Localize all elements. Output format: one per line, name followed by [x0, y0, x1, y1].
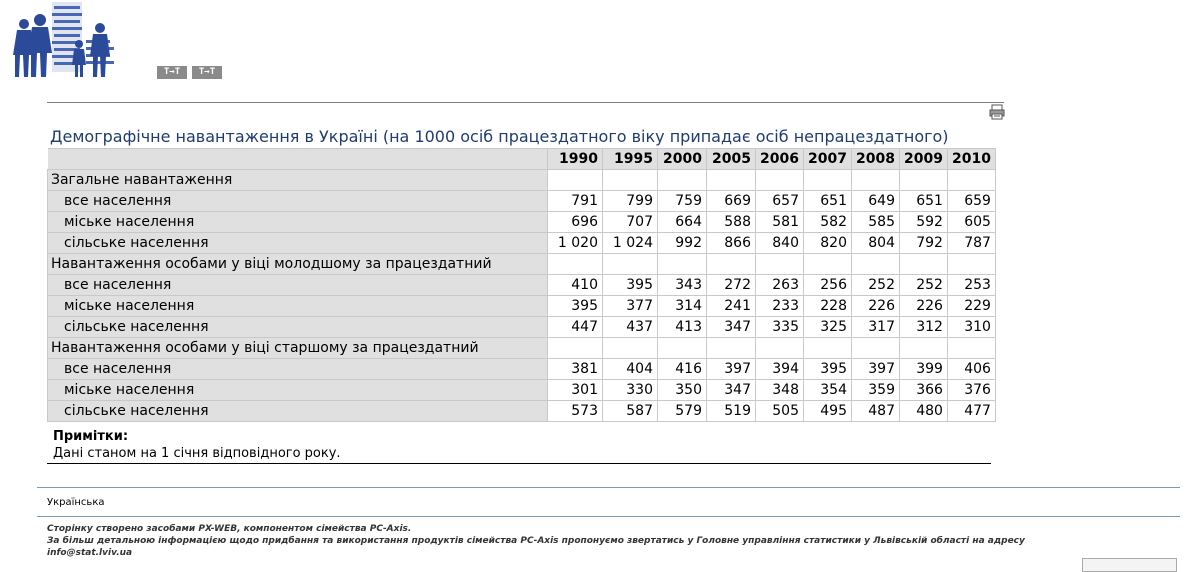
value-cell: 649 [852, 191, 900, 212]
status-box [1082, 558, 1177, 572]
empty-cell [804, 254, 852, 275]
value-cell: 395 [603, 275, 658, 296]
value-cell: 505 [756, 401, 804, 422]
value-cell: 253 [947, 275, 995, 296]
value-cell: 301 [548, 380, 603, 401]
table-row [48, 191, 996, 212]
value-cell: 272 [707, 275, 756, 296]
value-cell: 335 [756, 317, 804, 338]
value-cell: 707 [603, 212, 658, 233]
value-cell: 587 [603, 401, 658, 422]
value-cell: 377 [603, 296, 658, 317]
value-cell: 519 [707, 401, 756, 422]
year-header: 2000 [658, 149, 707, 170]
empty-cell [707, 170, 756, 191]
row-label: все населення [48, 359, 548, 380]
value-cell: 406 [947, 359, 995, 380]
table-row [48, 317, 996, 338]
empty-cell [658, 254, 707, 275]
value-cell: 866 [707, 233, 756, 254]
value-cell: 404 [603, 359, 658, 380]
empty-cell [947, 338, 995, 359]
empty-cell [852, 254, 900, 275]
value-cell: 487 [852, 401, 900, 422]
table-row [48, 212, 996, 233]
value-cell: 314 [658, 296, 707, 317]
value-cell: 573 [548, 401, 603, 422]
year-header: 2007 [804, 149, 852, 170]
value-cell: 395 [548, 296, 603, 317]
value-cell: 657 [756, 191, 804, 212]
empty-cell [900, 338, 948, 359]
section-row [48, 170, 996, 191]
language-link[interactable]: Українська [47, 497, 105, 508]
table-row [48, 296, 996, 317]
value-cell: 605 [947, 212, 995, 233]
value-cell: 410 [548, 275, 603, 296]
value-cell: 241 [707, 296, 756, 317]
row-label: все населення [48, 275, 548, 296]
empty-cell [603, 254, 658, 275]
empty-cell [900, 254, 948, 275]
empty-cell [658, 338, 707, 359]
value-cell: 804 [852, 233, 900, 254]
year-header: 2008 [852, 149, 900, 170]
value-cell: 376 [947, 380, 995, 401]
value-cell: 310 [947, 317, 995, 338]
value-cell: 394 [756, 359, 804, 380]
footer-info: За більш детальною інформацією щодо придбання та використання продуктів сімейства PC-Axis пропонуємо звертатись у Головне управління статистики у Львівській області на адресу [47, 536, 1025, 546]
section-row [48, 338, 996, 359]
footer-divider [37, 516, 1180, 517]
value-cell: 399 [900, 359, 948, 380]
empty-cell [707, 254, 756, 275]
footer-credit: Сторінку створено засобами PX-WEB, компонентом сімейства PC-Axis. [47, 524, 412, 534]
value-cell: 659 [947, 191, 995, 212]
section-label: Загальне навантаження [48, 170, 548, 191]
empty-cell [804, 170, 852, 191]
year-header: 1990 [548, 149, 603, 170]
page-title: Демографічне навантаження в Україні (на 1000 осіб працездатного віку припадає осіб непрацездатного) [50, 127, 949, 146]
table-row [48, 401, 996, 422]
value-cell: 366 [900, 380, 948, 401]
value-cell: 413 [658, 317, 707, 338]
empty-cell [603, 170, 658, 191]
value-cell: 588 [707, 212, 756, 233]
row-label: сільське населення [48, 233, 548, 254]
header-corner [48, 149, 548, 170]
value-cell: 592 [900, 212, 948, 233]
empty-cell [852, 338, 900, 359]
value-cell: 669 [707, 191, 756, 212]
value-cell: 233 [756, 296, 804, 317]
table-row [48, 359, 996, 380]
value-cell: 325 [804, 317, 852, 338]
footer-email-link[interactable]: info@stat.lviv.ua [47, 548, 133, 558]
table-row [48, 275, 996, 296]
notes-text: Дані станом на 1 січня відповідного року. [53, 446, 341, 461]
table-row [48, 380, 996, 401]
value-cell: 252 [900, 275, 948, 296]
value-cell: 312 [900, 317, 948, 338]
table-row [48, 233, 996, 254]
value-cell: 317 [852, 317, 900, 338]
value-cell: 585 [852, 212, 900, 233]
value-cell: 330 [603, 380, 658, 401]
value-cell: 397 [852, 359, 900, 380]
row-label: міське населення [48, 380, 548, 401]
value-cell: 799 [603, 191, 658, 212]
empty-cell [852, 170, 900, 191]
print-icon[interactable] [989, 104, 1005, 120]
value-cell: 787 [947, 233, 995, 254]
empty-cell [658, 170, 707, 191]
value-cell: 1 024 [603, 233, 658, 254]
section-label: Навантаження особами у віці молодшому за працездатний [48, 254, 548, 275]
font-size-decrease-button[interactable]: T→T [192, 66, 222, 79]
empty-cell [756, 170, 804, 191]
value-cell: 263 [756, 275, 804, 296]
year-header: 2009 [900, 149, 948, 170]
value-cell: 820 [804, 233, 852, 254]
value-cell: 477 [947, 401, 995, 422]
row-label: міське населення [48, 212, 548, 233]
value-cell: 651 [900, 191, 948, 212]
value-cell: 437 [603, 317, 658, 338]
empty-cell [756, 338, 804, 359]
empty-cell [756, 254, 804, 275]
value-cell: 992 [658, 233, 707, 254]
value-cell: 343 [658, 275, 707, 296]
year-header: 2006 [756, 149, 804, 170]
section-row [48, 254, 996, 275]
value-cell: 395 [804, 359, 852, 380]
value-cell: 651 [804, 191, 852, 212]
empty-cell [947, 254, 995, 275]
empty-cell [947, 170, 995, 191]
notes-divider [47, 463, 991, 464]
notes-label: Примітки: [53, 429, 129, 444]
empty-cell [548, 170, 603, 191]
row-label: міське населення [48, 296, 548, 317]
value-cell: 582 [804, 212, 852, 233]
empty-cell [707, 338, 756, 359]
value-cell: 447 [548, 317, 603, 338]
empty-cell [603, 338, 658, 359]
year-header: 2005 [707, 149, 756, 170]
value-cell: 228 [804, 296, 852, 317]
row-label: сільське населення [48, 401, 548, 422]
value-cell: 256 [804, 275, 852, 296]
value-cell: 759 [658, 191, 707, 212]
empty-cell [548, 338, 603, 359]
value-cell: 229 [947, 296, 995, 317]
year-header: 1995 [603, 149, 658, 170]
family-logo-icon [12, 0, 124, 80]
row-label: все населення [48, 191, 548, 212]
value-cell: 354 [804, 380, 852, 401]
value-cell: 480 [900, 401, 948, 422]
footer-divider [37, 487, 1180, 488]
data-table [47, 148, 996, 422]
value-cell: 416 [658, 359, 707, 380]
value-cell: 791 [548, 191, 603, 212]
value-cell: 581 [756, 212, 804, 233]
value-cell: 664 [658, 212, 707, 233]
top-divider [47, 102, 1004, 103]
empty-cell [548, 254, 603, 275]
table-header-row [48, 149, 996, 170]
value-cell: 348 [756, 380, 804, 401]
empty-cell [900, 170, 948, 191]
value-cell: 350 [658, 380, 707, 401]
value-cell: 792 [900, 233, 948, 254]
value-cell: 359 [852, 380, 900, 401]
value-cell: 1 020 [548, 233, 603, 254]
empty-cell [804, 338, 852, 359]
value-cell: 579 [658, 401, 707, 422]
value-cell: 347 [707, 380, 756, 401]
year-header: 2010 [947, 149, 995, 170]
value-cell: 696 [548, 212, 603, 233]
font-size-increase-button[interactable]: T→T [157, 66, 187, 79]
value-cell: 347 [707, 317, 756, 338]
value-cell: 397 [707, 359, 756, 380]
value-cell: 840 [756, 233, 804, 254]
value-cell: 226 [900, 296, 948, 317]
value-cell: 252 [852, 275, 900, 296]
value-cell: 381 [548, 359, 603, 380]
value-cell: 495 [804, 401, 852, 422]
row-label: сільське населення [48, 317, 548, 338]
section-label: Навантаження особами у віці старшому за працездатний [48, 338, 548, 359]
value-cell: 226 [852, 296, 900, 317]
